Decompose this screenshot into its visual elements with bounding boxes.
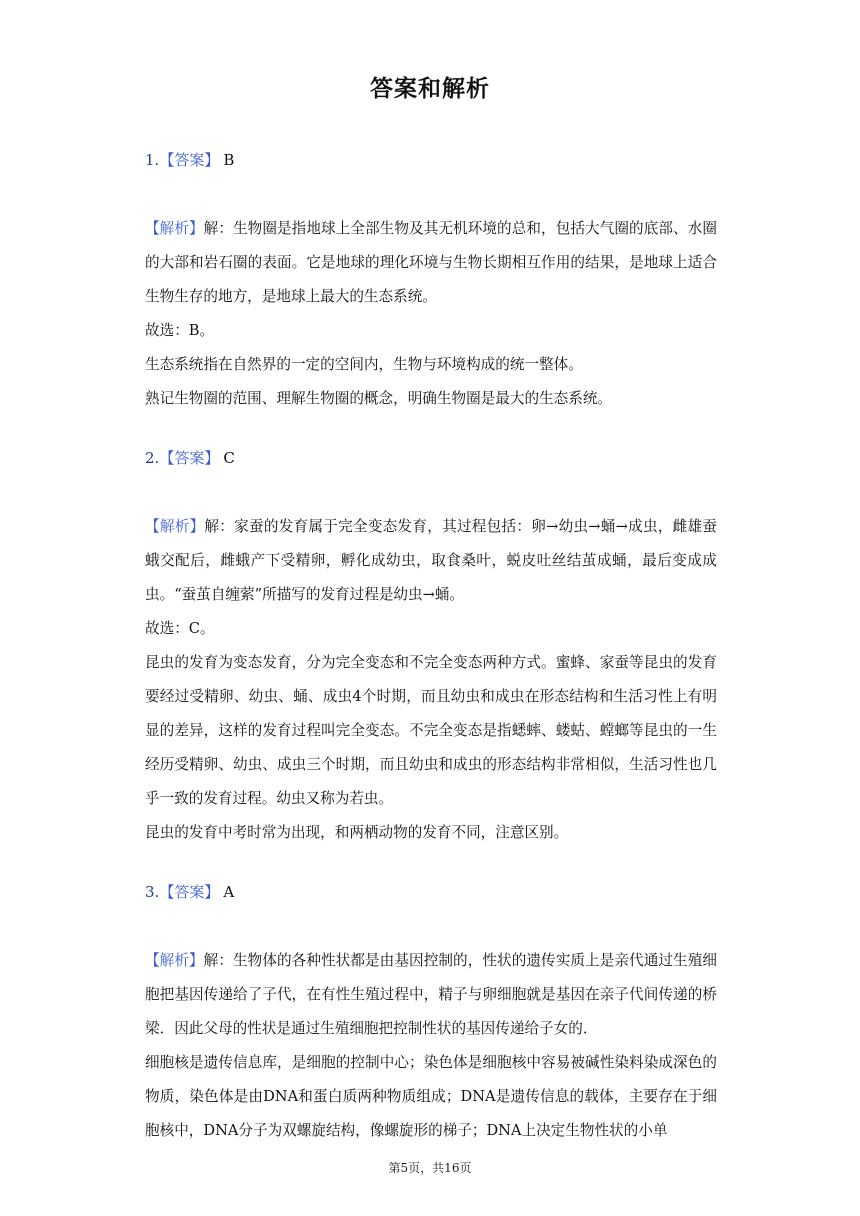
analysis-text: 解：家蚕的发育属于完全变态发育，其过程包括：卵→幼虫→蛹→成虫，雌雄蚕蛾交配后，雌蛾产下受精卵，孵化成幼虫，取食桑叶，蜕皮吐丝结茧成蛹，最后变成成虫。“蚕茧自缠萦”所描写的发育过程是幼虫→蛹。 <box>145 518 717 603</box>
answer-value: C <box>223 449 235 467</box>
answer-content <box>145 144 717 1148</box>
question-number: 2. <box>145 449 160 467</box>
answer-line-2 <box>145 442 717 474</box>
explanation-text: 昆虫的发育为变态发育，分为完全变态和不完全变态两种方式。蜜蜂、家蚕等昆虫的发育要经过受精卵、幼虫、蛹、成虫4个时期，而且幼虫和成虫在形态结构和生活习性上有明显的差异，这样的发育过程叫完全变态。不完全变态是指蟋蟀、蝼蛄、螳螂等昆虫的一生经历受精卵、幼虫、成虫三个时期，而且幼虫和成虫的形态结构非常相似，生活习性也几乎一致的发育过程。幼虫又称为若虫。 <box>145 654 717 807</box>
analysis-tag: 【解析】 <box>145 518 205 535</box>
analysis-paragraph <box>145 212 717 314</box>
tip-text: 熟记生物圈的范围、理解生物圈的概念，明确生物圈是最大的生态系统。 <box>145 390 613 407</box>
answer-tag: 【答案】 <box>159 151 220 169</box>
answer-value: B <box>223 151 235 169</box>
question-number: 3. <box>145 883 160 901</box>
analysis-paragraph <box>145 510 717 612</box>
conclusion-text: 故选：C。 <box>145 620 215 637</box>
answer-line-3 <box>145 876 717 908</box>
answer-line-1 <box>145 144 717 176</box>
explanation-text: 细胞核是遗传信息库，是细胞的控制中心；染色体是细胞核中容易被碱性染料染成深色的物质，染色体是由DNA和蛋白质两种物质组成；DNA是遗传信息的载体，主要存在于细胞核中，DNA分子为双螺旋结构，像螺旋形的梯子；DNA上决定生物性状的小单 <box>145 1054 717 1139</box>
page-footer: 第5页，共16页 <box>388 1161 472 1175</box>
answer-tag: 【答案】 <box>159 449 220 467</box>
analysis-text: 解：生物圈是指地球上全部生物及其无机环境的总和，包括大气圈的底部、水圈的大部和岩石圈的表面。它是地球的理化环境与生物长期相互作用的结果，是地球上适合生物生存的地方，是地球上最大的生态系统。 <box>145 220 717 305</box>
page-title: 答案和解析 <box>370 75 490 102</box>
analysis-paragraph <box>145 944 717 1046</box>
analysis-text: 解：生物体的各种性状都是由基因控制的，性状的遗传实质上是亲代通过生殖细胞把基因传递给了子代，在有性生殖过程中，精子与卵细胞就是基因在亲子代间传递的桥梁．因此父母的性状是通过生殖细胞把控制性状的基因传递给子女的． <box>145 952 717 1037</box>
tip-text: 昆虫的发育中考时常为出现，和两栖动物的发育不同，注意区别。 <box>145 824 569 841</box>
answer-value: A <box>223 883 235 901</box>
conclusion-text: 故选：B。 <box>145 322 215 339</box>
analysis-tag: 【解析】 <box>145 220 204 237</box>
question-number: 1. <box>145 151 160 169</box>
answer-tag: 【答案】 <box>159 883 220 901</box>
analysis-tag: 【解析】 <box>145 952 204 969</box>
explanation-text: 生态系统指在自然界的一定的空间内，生物与环境构成的统一整体。 <box>145 356 583 373</box>
